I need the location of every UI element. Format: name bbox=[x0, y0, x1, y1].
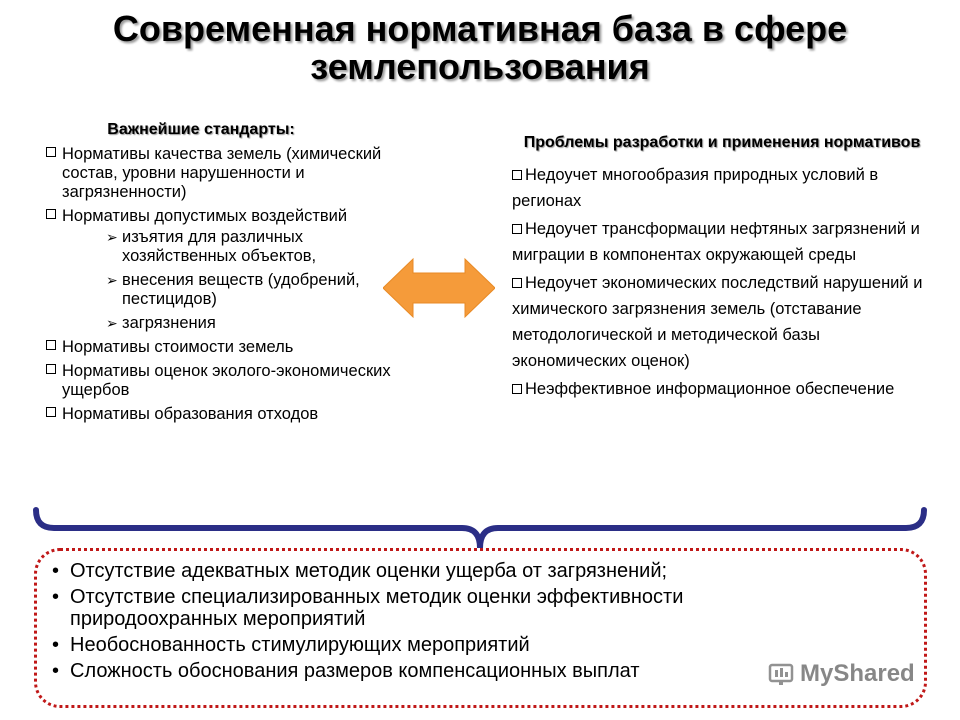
impact-sublist bbox=[62, 228, 396, 333]
problems-column bbox=[512, 132, 932, 404]
problem-item: Недоучет многообразия природных условий в регионах bbox=[512, 166, 879, 210]
standard-item: Нормативы оценок эколого-экономических ущербов bbox=[46, 362, 396, 400]
checkbox-bullet-icon bbox=[46, 209, 56, 219]
page-title bbox=[0, 10, 960, 86]
standards-column bbox=[46, 120, 396, 429]
issue-item: • Сложность обоснования размеров компенсационных выплат bbox=[52, 660, 640, 682]
impact-subitem: ➢ внесения веществ (удобрений, пестицидов) bbox=[106, 271, 360, 308]
standards-heading: Важнейшие стандарты: bbox=[107, 121, 295, 138]
checkbox-bullet-icon bbox=[46, 364, 56, 374]
bullet-dot-icon: • bbox=[52, 586, 60, 608]
checkbox-bullet-icon bbox=[512, 170, 522, 180]
bullet-dot-icon: • bbox=[52, 560, 60, 582]
problem-item: Недоучет экономических последствий нарушений и химического загрязнения земель (отставание методологической и методической базы экономических оценок) bbox=[512, 274, 923, 370]
issue-item: • Отсутствие адекватных методик оценки ущерба от загрязнений; bbox=[52, 560, 668, 582]
standard-item: Нормативы образования отходов bbox=[46, 405, 396, 424]
arrow-bullet-icon: ➢ bbox=[106, 315, 118, 331]
standard-item: Нормативы качества земель (химический состав, уровни нарушенности и загрязненности) bbox=[46, 145, 396, 202]
checkbox-bullet-icon bbox=[512, 224, 522, 234]
title-line-2: землепользования bbox=[310, 46, 650, 87]
title-line-1: Современная нормативная база в сфере bbox=[112, 8, 848, 49]
impact-subitem: ➢ изъятия для различных хозяйственных объектов, bbox=[106, 228, 317, 265]
standard-item: Нормативы стоимости земель bbox=[46, 338, 396, 357]
issue-item: • Необоснованность стимулирующих мероприятий bbox=[52, 634, 530, 656]
problem-item: Недоучет трансформации нефтяных загрязнений и миграции в компонентах окружающей среды bbox=[512, 220, 920, 264]
checkbox-bullet-icon bbox=[46, 340, 56, 350]
problems-heading: Проблемы разработки и применения нормативов bbox=[523, 134, 921, 151]
checkbox-bullet-icon bbox=[512, 384, 522, 394]
curly-brace-icon bbox=[30, 506, 930, 552]
watermark-text: MyShared bbox=[800, 660, 915, 687]
impact-subitem: ➢ загрязнения bbox=[106, 314, 216, 332]
checkbox-bullet-icon bbox=[46, 407, 56, 417]
standard-item: Нормативы допустимых воздействий ➢ изъятия для различных хозяйственных объектов, ➢ внесения веществ (удобрений, пестицидов) ➢ загрязнения bbox=[46, 207, 396, 333]
checkbox-bullet-icon bbox=[512, 278, 522, 288]
issues-list bbox=[52, 560, 812, 686]
watermark bbox=[768, 658, 915, 690]
double-arrow-icon bbox=[383, 257, 495, 319]
checkbox-bullet-icon bbox=[46, 147, 56, 157]
arrow-bullet-icon: ➢ bbox=[106, 229, 118, 245]
myshared-logo-icon bbox=[768, 661, 794, 687]
bullet-dot-icon: • bbox=[52, 634, 60, 656]
arrow-bullet-icon: ➢ bbox=[106, 272, 118, 288]
problem-item: Неэффективное информационное обеспечение bbox=[512, 376, 932, 402]
issue-item: • Отсутствие специализированных методик оценки эффективности природоохранных мероприятий bbox=[52, 586, 684, 630]
bullet-dot-icon: • bbox=[52, 660, 60, 682]
